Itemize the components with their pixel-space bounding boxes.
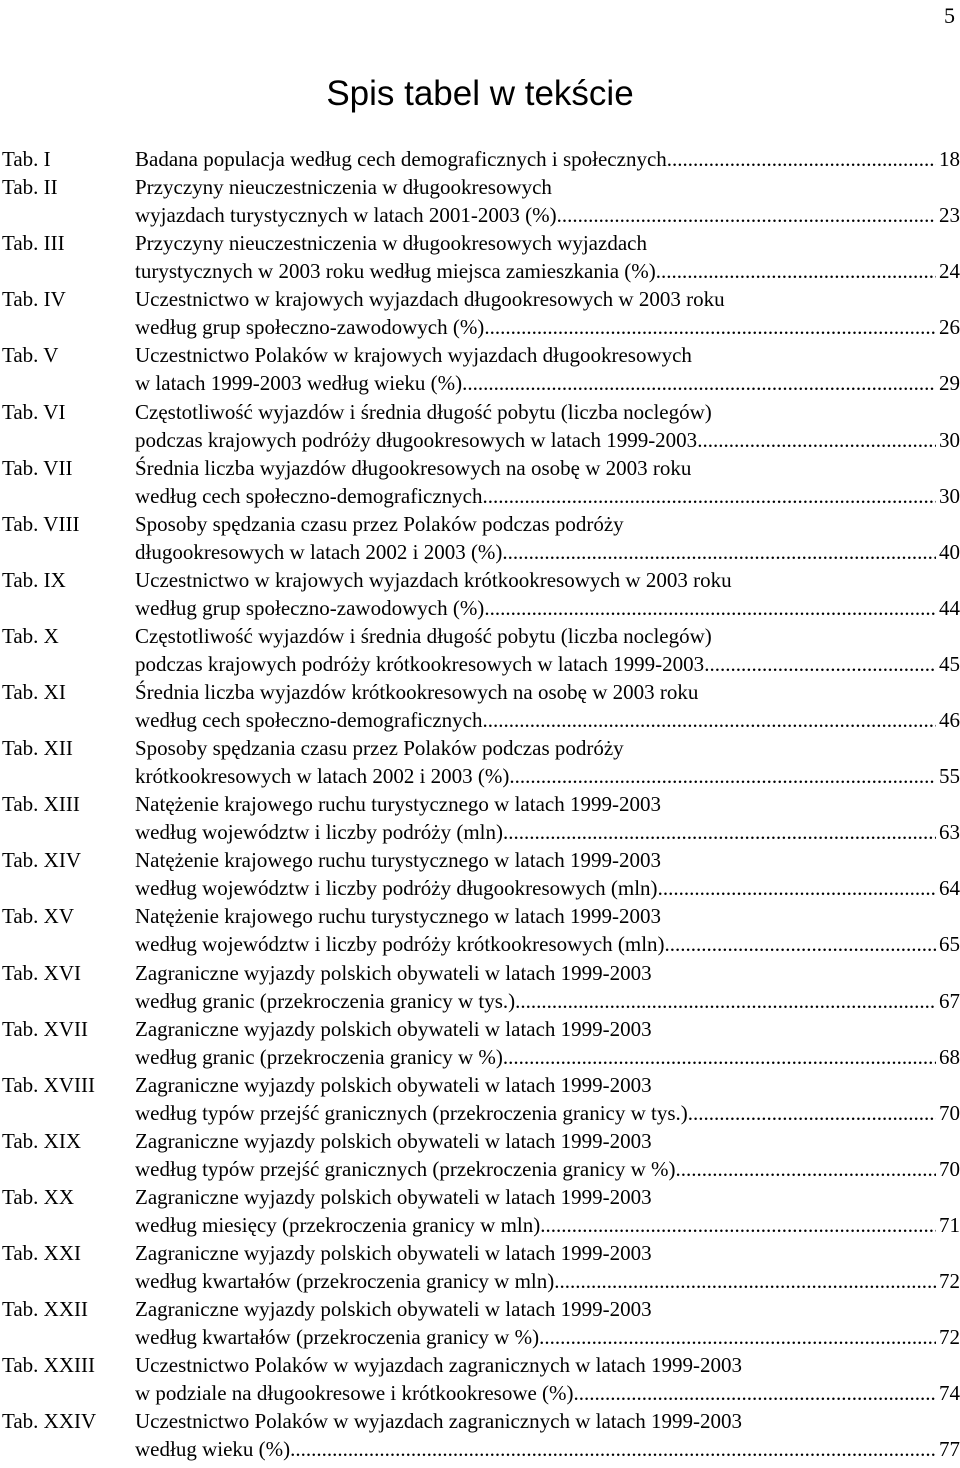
page-title: Spis tabel w tekście: [326, 74, 634, 113]
toc-entry-title-text: według cech społeczno-demograficznych: [135, 708, 483, 733]
toc-entry-title-line1: Średnia liczba wyjazdów krótkookresowych na osobę w 2003 roku: [135, 680, 699, 705]
toc-entry[interactable]: [0, 1293, 960, 1349]
toc-entry-title-line1: Przyczyny nieuczestniczenia w długookresowych wyjazdach: [135, 231, 647, 256]
toc-entry-page-number: 24: [939, 259, 960, 284]
toc-entry[interactable]: [0, 564, 960, 620]
table-of-contents: [0, 143, 960, 1461]
toc-entry-title-text: według granic (przekroczenia granicy w tys.): [135, 988, 516, 1013]
toc-entry[interactable]: [0, 508, 960, 564]
dot-leader: [290, 1435, 936, 1463]
toc-entry-label: Tab. XIX: [2, 1128, 82, 1153]
toc-entry-title-line1: Natężenie krajowego ruchu turystycznego w latach 1999-2003: [135, 848, 661, 873]
dot-leader: [676, 1155, 936, 1183]
toc-entry-title-line1: Natężenie krajowego ruchu turystycznego w latach 1999-2003: [135, 904, 661, 929]
toc-entry-title-text: według województw i liczby podróży długookresowych (mln): [135, 876, 658, 901]
toc-entry-label: Tab. X: [2, 623, 59, 648]
dot-leader: [483, 482, 936, 510]
toc-entry-title-text: według województw i liczby podróży (mln): [135, 820, 503, 845]
toc-entry[interactable]: [0, 732, 960, 788]
toc-entry-title-line2: [135, 874, 960, 902]
toc-entry-title-text: Badana populacja według cech demograficznych i społecznych: [135, 147, 667, 171]
toc-entry-title-line2: [135, 369, 960, 397]
toc-entry-label: Tab. V: [2, 343, 59, 368]
toc-entry-label: Tab. II: [2, 175, 58, 200]
toc-entry[interactable]: [0, 452, 960, 508]
toc-entry-title-text: według cech społeczno-demograficznych: [135, 483, 483, 508]
dot-leader: [509, 762, 936, 790]
dot-leader: [665, 930, 936, 958]
dot-leader: [540, 1211, 936, 1239]
dot-leader: [697, 426, 936, 454]
toc-entry[interactable]: [0, 1237, 960, 1293]
toc-entry-title-line2: [135, 538, 960, 566]
dot-leader: [502, 538, 936, 566]
toc-entry-page-number: 70: [939, 1156, 960, 1181]
toc-entry-page-number: 63: [939, 820, 960, 845]
toc-entry-title-line1: Uczestnictwo w krajowych wyjazdach długookresowych w 2003 roku: [135, 287, 725, 312]
toc-entry-title-line1: Częstotliwość wyjazdów i średnia długość pobytu (liczba noclegów): [135, 623, 712, 648]
toc-entry-title-line2: [135, 1211, 960, 1239]
toc-entry-title-line2: [135, 1323, 960, 1351]
dot-leader: [484, 594, 936, 622]
toc-entry[interactable]: [0, 143, 960, 171]
toc-entry-title-text: według granic (przekroczenia granicy w %): [135, 1044, 503, 1069]
toc-entry-label: Tab. XII: [2, 736, 73, 761]
toc-entry-title-line2: [135, 706, 960, 734]
dot-leader: [462, 369, 936, 397]
toc-entry-title-text: według typów przejść granicznych (przekroczenia granicy w %): [135, 1156, 676, 1181]
toc-entry[interactable]: [0, 957, 960, 1013]
toc-entry[interactable]: [0, 283, 960, 339]
toc-entry-label: Tab. XVII: [2, 1016, 88, 1041]
toc-entry-label: Tab. XXIII: [2, 1353, 95, 1378]
toc-entry-title-line2: [135, 930, 960, 958]
toc-entry-title-line1: Częstotliwość wyjazdów i średnia długość pobytu (liczba noclegów): [135, 399, 712, 424]
toc-entry-title-line1: Zagraniczne wyjazdy polskich obywateli w latach 1999-2003: [135, 1297, 652, 1322]
dot-leader: [515, 987, 936, 1015]
toc-entry-title-line2: [135, 1155, 960, 1183]
toc-entry-title-line2: [135, 201, 960, 229]
toc-entry-title-text: według miesięcy (przekroczenia granicy w mln): [135, 1212, 541, 1237]
toc-entry-title-line1: Uczestnictwo Polaków w wyjazdach zagranicznych w latach 1999-2003: [135, 1353, 743, 1378]
toc-entry[interactable]: [0, 788, 960, 844]
toc-entry-title-line1: Sposoby spędzania czasu przez Polaków podczas podróży: [135, 736, 624, 761]
toc-entry-title-line1: Średnia liczba wyjazdów długookresowych na osobę w 2003 roku: [135, 455, 692, 480]
toc-entry-title-text: według wieku (%): [135, 1437, 291, 1462]
toc-entry-label: Tab. XXI: [2, 1240, 82, 1265]
toc-entry[interactable]: [0, 1125, 960, 1181]
toc-entry-title-text: w latach 1999-2003 według wieku (%): [135, 371, 463, 396]
toc-entry-page-number: 40: [939, 539, 960, 564]
toc-entry-title-line2: [135, 313, 960, 341]
toc-entry[interactable]: [0, 227, 960, 283]
toc-entry-label: Tab. XXII: [2, 1297, 88, 1322]
toc-entry-label: Tab. XVIII: [2, 1072, 95, 1097]
toc-entry-title-line2: [135, 1379, 960, 1407]
toc-entry-title-line2: [135, 1267, 960, 1295]
dot-leader: [503, 1043, 936, 1071]
toc-entry-title-text: podczas krajowych podróży długookresowych w latach 1999-2003: [135, 427, 698, 452]
dot-leader: [656, 257, 936, 285]
toc-entry-page-number: 65: [939, 932, 960, 957]
toc-entry-label: Tab. VIII: [2, 511, 80, 536]
toc-entry-title-line1: Zagraniczne wyjazdy polskich obywateli w latach 1999-2003: [135, 1072, 652, 1097]
toc-entry[interactable]: [0, 1069, 960, 1125]
toc-entry[interactable]: [0, 1013, 960, 1069]
toc-entry-page-number: 68: [939, 1044, 960, 1069]
toc-entry-page-number: 29: [939, 371, 960, 396]
toc-entry-title-line1: Sposoby spędzania czasu przez Polaków podczas podróży: [135, 511, 624, 536]
toc-entry-page-number: 23: [939, 203, 960, 228]
toc-entry-title-text: w podziale na długookresowe i krótkookresowe (%): [135, 1381, 574, 1406]
dot-leader: [554, 1267, 936, 1295]
toc-entry-title-text: według kwartałów (przekroczenia granicy w mln): [135, 1268, 555, 1293]
toc-entry-title-text: podczas krajowych podróży krótkookresowych w latach 1999-2003: [135, 651, 705, 676]
dot-leader: [557, 201, 936, 229]
toc-entry-title-line1: Uczestnictwo Polaków w wyjazdach zagranicznych w latach 1999-2003: [135, 1409, 743, 1434]
toc-entry-label: Tab. XIV: [2, 848, 82, 873]
toc-entry-label: Tab. III: [2, 231, 65, 256]
toc-entry-title-line2: [135, 650, 960, 678]
toc-entry-title-line2: [135, 1099, 960, 1127]
toc-entry[interactable]: [0, 844, 960, 900]
dot-leader: [503, 818, 936, 846]
toc-entry[interactable]: [0, 171, 960, 227]
toc-entry-page-number: 46: [939, 708, 960, 733]
page-number: 5: [944, 3, 955, 28]
toc-entry-title-line1: Zagraniczne wyjazdy polskich obywateli w latach 1999-2003: [135, 1128, 652, 1153]
toc-entry-page-number: 71: [939, 1212, 960, 1237]
dot-leader: [574, 1379, 936, 1407]
toc-entry[interactable]: [0, 396, 960, 452]
toc-entry-page-number: 72: [939, 1325, 960, 1350]
toc-entry-label: Tab. XI: [2, 680, 66, 705]
toc-entry-label: Tab. XX: [2, 1184, 75, 1209]
toc-entry-title-text: wyjazdach turystycznych w latach 2001-2003 (%): [135, 203, 557, 228]
toc-entry-title-text: według grup społeczno-zawodowych (%): [135, 595, 485, 620]
toc-entry-page-number: 74: [939, 1381, 960, 1406]
toc-entry-label: Tab. XIII: [2, 792, 80, 817]
toc-entry[interactable]: [0, 1349, 960, 1405]
toc-entry-label: Tab. I: [2, 147, 51, 171]
toc-entry-title-line1: Uczestnictwo w krajowych wyjazdach krótkookresowych w 2003 roku: [135, 567, 732, 592]
toc-entry-title-line1: Zagraniczne wyjazdy polskich obywateli w latach 1999-2003: [135, 960, 652, 985]
toc-entry-title-line2: [135, 818, 960, 846]
toc-entry-title-line1: Natężenie krajowego ruchu turystycznego w latach 1999-2003: [135, 792, 661, 817]
toc-entry-title-text: według grup społeczno-zawodowych (%): [135, 315, 485, 340]
toc-entry-label: Tab. VI: [2, 399, 66, 424]
toc-entry-title-text: według typów przejść granicznych (przekroczenia granicy w tys.): [135, 1100, 688, 1125]
toc-entry-title-text: krótkookresowych w latach 2002 i 2003 (%): [135, 764, 510, 789]
toc-entry[interactable]: [0, 676, 960, 732]
toc-entry-label: Tab. XV: [2, 904, 75, 929]
toc-entry-title-text: według województw i liczby podróży krótkookresowych (mln): [135, 932, 665, 957]
toc-entry-title-line2: [135, 762, 960, 790]
toc-entry-label: Tab. IV: [2, 287, 66, 312]
toc-entry[interactable]: [0, 339, 960, 395]
toc-entry-page-number: 67: [939, 988, 960, 1013]
toc-entry-title-line2: [135, 1043, 960, 1071]
toc-entry[interactable]: [0, 620, 960, 676]
toc-entry-title-line1: Uczestnictwo Polaków w krajowych wyjazdach długookresowych: [135, 343, 692, 368]
toc-entry-title-line2: [135, 987, 960, 1015]
toc-entry-label: Tab. IX: [2, 567, 66, 592]
toc-entry-title-line2: [135, 257, 960, 285]
toc-entry-title-line2: [135, 594, 960, 622]
toc-entry-label: Tab. VII: [2, 455, 73, 480]
toc-entry-page-number: 55: [939, 764, 960, 789]
toc-entry-page-number: 18: [939, 147, 960, 171]
toc-entry-title-line2: [135, 145, 960, 173]
toc-entry-title-line1: Zagraniczne wyjazdy polskich obywateli w latach 1999-2003: [135, 1240, 652, 1265]
dot-leader: [658, 874, 936, 902]
toc-entry-title-text: turystycznych w 2003 roku według miejsca zamieszkania (%): [135, 259, 656, 284]
toc-entry[interactable]: [0, 1405, 960, 1461]
dot-leader: [667, 145, 936, 173]
toc-entry-page-number: 70: [939, 1100, 960, 1125]
dot-leader: [483, 706, 936, 734]
toc-entry-page-number: 30: [939, 427, 960, 452]
dot-leader: [688, 1099, 936, 1127]
toc-entry-page-number: 45: [939, 651, 960, 676]
dot-leader: [484, 313, 936, 341]
toc-entry-title-line1: Przyczyny nieuczestniczenia w długookresowych: [135, 175, 552, 200]
toc-entry-title-text: według kwartałów (przekroczenia granicy w %): [135, 1325, 540, 1350]
toc-entry-page-number: 26: [939, 315, 960, 340]
toc-entry-label: Tab. XVI: [2, 960, 82, 985]
dot-leader: [704, 650, 936, 678]
toc-entry-label: Tab. XXIV: [2, 1409, 97, 1434]
toc-entry-title-line2: [135, 426, 960, 454]
toc-entry-title-line2: [135, 482, 960, 510]
toc-entry[interactable]: [0, 1181, 960, 1237]
toc-entry-page-number: 77: [939, 1437, 960, 1462]
toc-entry[interactable]: [0, 900, 960, 956]
toc-entry-title-text: długookresowych w latach 2002 i 2003 (%): [135, 539, 503, 564]
toc-entry-page-number: 64: [939, 876, 960, 901]
toc-entry-title-line1: Zagraniczne wyjazdy polskich obywateli w latach 1999-2003: [135, 1184, 652, 1209]
dot-leader: [539, 1323, 936, 1351]
toc-entry-page-number: 72: [939, 1268, 960, 1293]
toc-entry-title-line2: [135, 1435, 960, 1463]
toc-entry-page-number: 30: [939, 483, 960, 508]
toc-entry-page-number: 44: [939, 595, 960, 620]
toc-entry-title-line1: Zagraniczne wyjazdy polskich obywateli w latach 1999-2003: [135, 1016, 652, 1041]
